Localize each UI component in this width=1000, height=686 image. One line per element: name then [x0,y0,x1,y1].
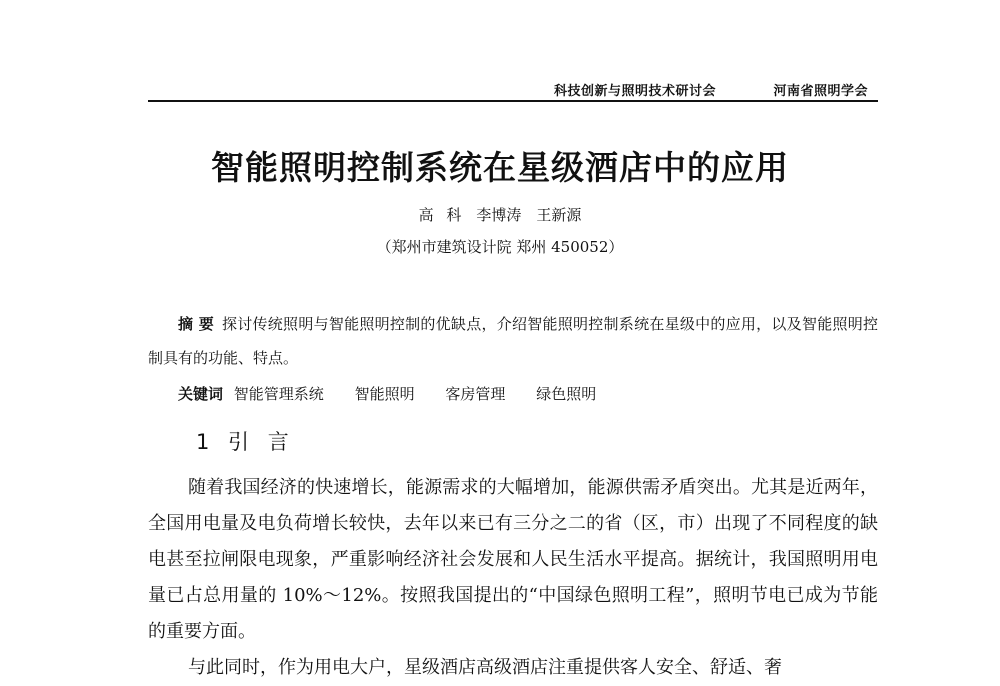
keywords [178,383,622,404]
running-header [148,78,878,102]
body-paragraph: 随着我国经济的快速增长，能源需求的大幅增加，能源供需矛盾突出。尤其是近两年，全国用电量及电负荷增长较快，去年以来已有三分之二的省（区，市）出现了不同程度的缺电甚至拉闸限电现象，严重影响经济社会发展和人民生活水平提高。据统计，我国照明用电量已占总用量的 10%～12%。按照我国提出的“中国绿色照明工程”，照明节电已成为节能的重要方面。 [148,477,878,642]
keyword: 绿色照明 [536,385,597,403]
section-heading: 1 引 言 [196,430,295,454]
abstract-label: 摘 要 [178,315,215,333]
paper-title: 智能照明控制系统在星级酒店中的应用 [211,148,789,187]
society-name: 河南省照明学会 [773,84,868,99]
body-paragraph: 与此同时，作为用电大户，星级酒店高级酒店注重提供客人安全、舒适、奢 [188,657,782,678]
keywords-label: 关键词 [178,385,224,403]
author-affiliation: （郑州市建筑设计院 郑州 450052） [376,238,624,256]
keyword: 客房管理 [445,385,506,403]
abstract-text: 探讨传统照明与智能照明控制的优缺点，介绍智能照明控制系统在星级中的应用，以及智能照明控制具有的功能、特点。 [148,315,878,367]
abstract [148,307,878,375]
conference-name: 科技创新与照明技术研讨会 [553,84,716,99]
section-body [148,470,878,686]
author-list: 高 科 李博涛 王新源 [418,206,582,224]
keyword: 智能照明 [354,385,415,403]
keyword: 智能管理系统 [233,385,324,403]
